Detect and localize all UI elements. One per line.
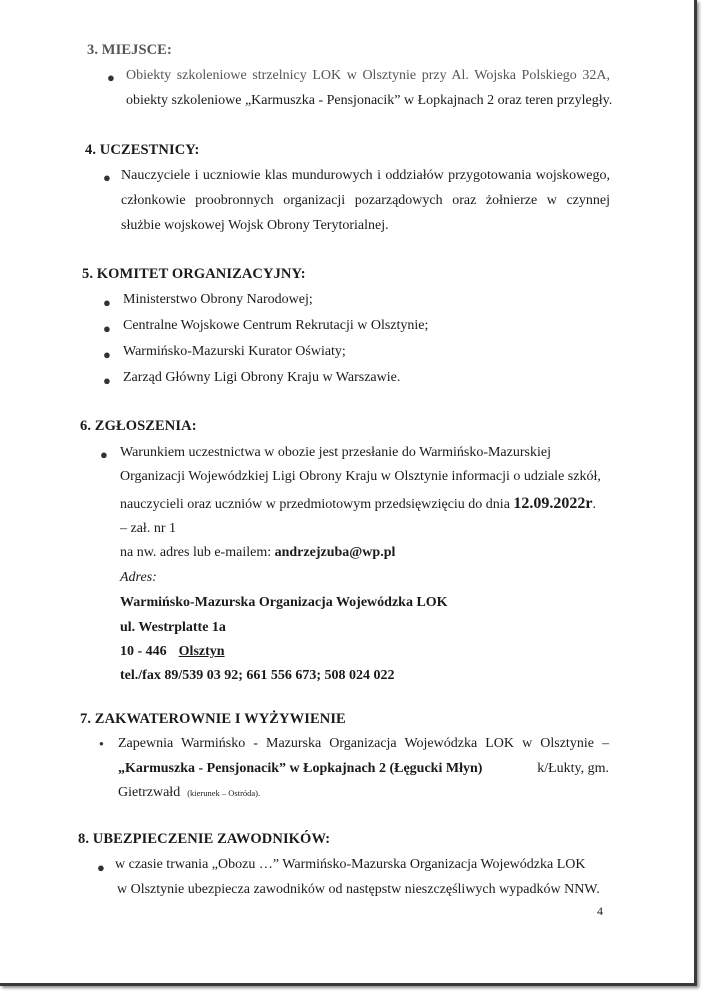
address-street: ul. Westrplatte 1a <box>120 620 226 635</box>
address-postcode: 10 - 446 <box>120 644 167 659</box>
committee-item: Warmińsko-Mazurski Kurator Oświaty; <box>123 344 346 359</box>
section7-line1: Zapewnia Warmińsko - Mazurska Organizacja Wojewódzka LOK w Olsztynie – <box>118 736 609 751</box>
address-organization: Warmińsko-Mazurska Organizacja Wojewódzka LOK <box>120 595 448 610</box>
section-heading-zgloszenia: 6. ZGŁOSZENIA: <box>80 418 197 434</box>
section6-line3-text: nauczycieli oraz uczniów w przedmiotowym przedsięwzięciu do dnia <box>120 497 514 512</box>
section3-line2: obiekty szkoleniowe „Karmuszka - Pensjonacik” w Łopkajnach 2 oraz teren przyległy. <box>126 93 613 108</box>
section6-line3 <box>120 495 596 513</box>
bullet-icon: ● <box>97 860 105 875</box>
committee-item: Zarząd Główny Ligi Obrony Kraju w Warszawie. <box>123 370 401 385</box>
bullet-icon: ● <box>103 347 111 362</box>
venue-direction-note: (kierunek – Ostróda). <box>187 788 261 798</box>
email-line-text: na nw. adres lub e-mailem: <box>120 545 275 560</box>
committee-item: Centralne Wojskowe Centrum Rekrutacji w Olsztynie; <box>123 318 429 333</box>
bullet-icon: ● <box>99 739 104 748</box>
section7-line3 <box>118 785 260 801</box>
bullet-icon: ● <box>103 373 111 388</box>
section-heading-komitet: 5. KOMITET ORGANIZACYJNY: <box>82 266 306 282</box>
bullet-icon: ● <box>100 447 108 462</box>
section4-line1: Nauczyciele i uczniowie klas mundurowych i oddziałów przygotowania wojskowego, <box>121 168 610 183</box>
section6-line3-end: . <box>592 497 597 512</box>
section-heading-uczestnicy: 4. UCZESTNICY: <box>85 142 200 158</box>
venue-location: k/Łukty, gm. <box>537 761 609 776</box>
contact-email: andrzejzuba@wp.pl <box>274 545 396 560</box>
bullet-icon: ● <box>103 170 111 185</box>
section3-line1: Obiekty szkoleniowe strzelnicy LOK w Olsztynie przy Al. Wojska Polskiego 32A, <box>126 68 610 83</box>
section8-line1: w czasie trwania „Obozu …” Warmińsko-Mazurska Organizacja Wojewódzka LOK <box>115 857 586 872</box>
section6-line2: Organizacji Wojewódzkiej Ligi Obrony Kraju w Olsztynie informacji o udziale szkół, <box>120 469 601 484</box>
section7-line2 <box>118 761 609 777</box>
bullet-icon: ● <box>103 321 111 336</box>
bullet-icon: ● <box>103 295 111 310</box>
email-line <box>120 545 395 561</box>
venue-name: „Karmuszka - Pensjonacik” w Łopkajnach 2 (Łęgucki Młyn) <box>118 761 483 776</box>
bullet-icon: ● <box>107 70 115 85</box>
page-number: 4 <box>597 904 603 918</box>
section6-line1: Warunkiem uczestnictwa w obozie jest przesłanie do Warmińsko-Mazurskiej <box>120 445 551 460</box>
section4-line3: służbie wojskowej Wojsk Obrony Terytorialnej. <box>121 218 389 233</box>
committee-item: Ministerstwo Obrony Narodowej; <box>123 292 313 307</box>
deadline-date: 12.09.2022r <box>513 495 593 512</box>
address-city: Olsztyn <box>178 644 225 659</box>
address-label: Adres: <box>120 570 157 585</box>
section-heading-zakwaterowanie: 7. ZAKWATEROWNIE I WYŻYWIENIE <box>80 711 346 727</box>
section-heading-ubezpieczenie: 8. UBEZPIECZENIE ZAWODNIKÓW: <box>78 831 331 847</box>
address-phones: tel./fax 89/539 03 92; 661 556 673; 508 024 022 <box>120 668 395 683</box>
section-heading-miejsce: 3. MIEJSCE: <box>87 42 172 58</box>
attachment-note: – zał. nr 1 <box>120 521 176 536</box>
venue-commune: Gietrzwałd <box>118 785 181 800</box>
section8-line2: w Olsztynie ubezpiecza zawodników od następstw nieszczęśliwych wypadków NNW. <box>117 882 600 897</box>
section4-line2: członkowie proobronnych organizacji pozarządowych oraz żołnierze w czynnej <box>121 193 610 208</box>
address-postcode-city <box>120 644 225 660</box>
